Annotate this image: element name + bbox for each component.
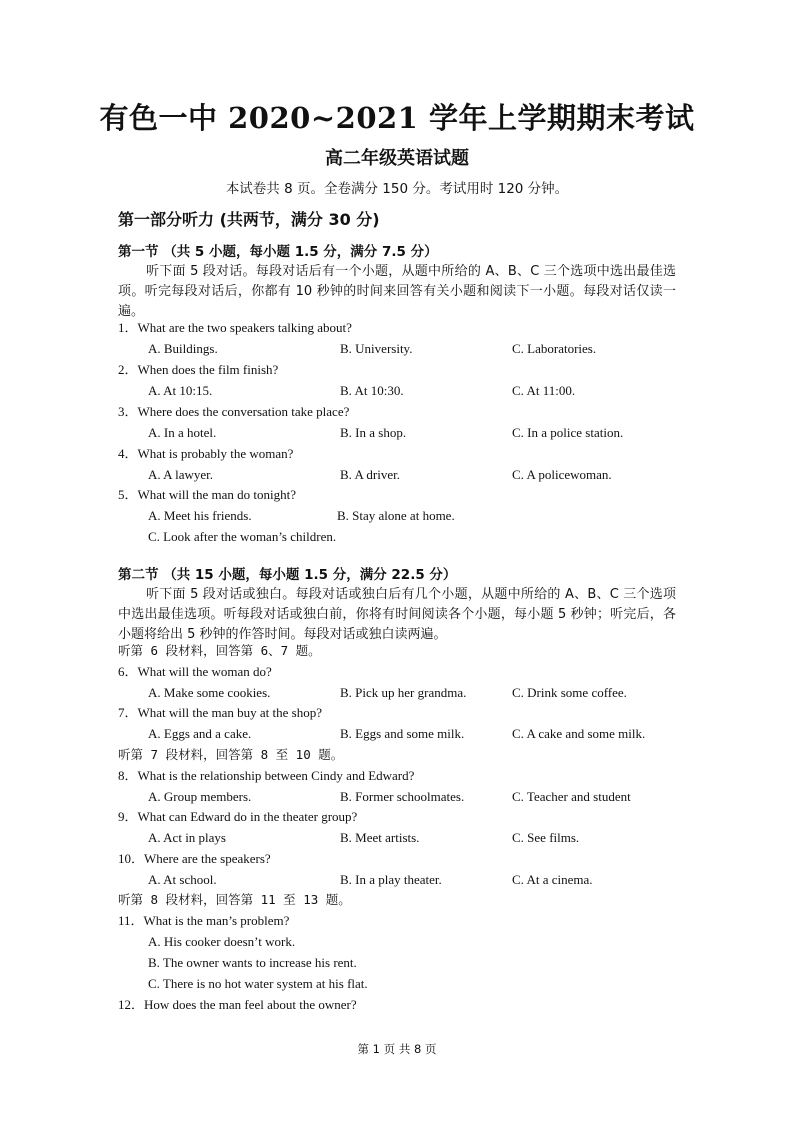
question-1: 1．What are the two speakers talking about? <box>118 320 352 335</box>
option-9b: B. Meet artists. <box>340 830 420 845</box>
exam-title: 有色一中 2020~2021 学年上学期期末考试 <box>99 101 695 135</box>
section1-heading: 第一节 （共 5 小题，每小题 1.5 分，满分 7.5 分） <box>118 244 438 260</box>
question-7: 7．What will the man buy at the shop? <box>118 705 322 720</box>
question-12: 12．How does the man feel about the owner? <box>118 997 357 1012</box>
option-1a: A. Buildings. <box>148 341 218 356</box>
option-4b: B. A driver. <box>340 467 400 482</box>
section2-instructions: 听下面 5 段对话或独白。每段对话或独白后有几个小题，从题中所给的 A、B、C 三个选项中选出最佳选项。听每段对话或独白前，你将有时间阅读各个小题，每小题 5 秒钟；听完后，各小题将给出 5 秒钟的作答时间。每段对话或独白读两遍。 <box>118 587 676 642</box>
question-5: 5．What will the man do tonight? <box>118 487 296 502</box>
option-7c: C. A cake and some milk. <box>512 726 646 741</box>
option-2b: B. At 10:30. <box>340 383 404 398</box>
option-7b: B. Eggs and some milk. <box>340 726 465 741</box>
option-11a: A. His cooker doesn’t work. <box>148 934 296 949</box>
exam-info: 本试卷共 8 页。全卷满分 150 分。考试用时 120 分钟。 <box>225 181 569 197</box>
section1-instructions: 听下面 5 段对话。每段对话后有一个小题，从题中所给的 A、B、C 三个选项中选出最佳选项。听完每段对话后，你都有 10 秒钟的时间来回答有关小题和阅读下一小题。每段对话仅读一遍。 <box>118 264 676 319</box>
option-9c: C. See films. <box>512 830 580 845</box>
option-6a: A. Make some cookies. <box>148 685 271 700</box>
section2-heading: 第二节 （共 15 小题，每小题 1.5 分，满分 22.5 分） <box>118 567 457 583</box>
option-5c: C. Look after the woman’s children. <box>148 529 337 544</box>
option-11b: B. The owner wants to increase his rent. <box>148 955 357 970</box>
option-4a: A. A lawyer. <box>148 467 213 482</box>
question-8: 8．What is the relationship between Cindy and Edward? <box>118 768 415 783</box>
listening-note-6: 听第 6 段材料，回答第 6、7 题。 <box>118 643 321 658</box>
option-4c: C. A policewoman. <box>512 467 612 482</box>
option-3a: A. In a hotel. <box>148 425 217 440</box>
option-2c: C. At 11:00. <box>512 383 576 398</box>
part1-heading: 第一部分听力 (共两节，满分 30 分) <box>118 210 380 229</box>
option-7a: A. Eggs and a cake. <box>148 726 252 741</box>
option-9a: A. Act in plays <box>148 830 226 845</box>
question-10: 10．Where are the speakers? <box>118 851 271 866</box>
page-footer: 第 1 页 共 8 页 <box>357 1042 437 1056</box>
option-5b: B. Stay alone at home. <box>337 508 455 523</box>
listening-note-7: 听第 7 段材料，回答第 8 至 10 题。 <box>118 747 344 762</box>
option-10b: B. In a play theater. <box>340 872 442 887</box>
option-6b: B. Pick up her grandma. <box>340 685 467 700</box>
question-11: 11．What is the man’s problem? <box>118 913 290 928</box>
option-2a: A. At 10:15. <box>148 383 213 398</box>
option-3c: C. In a police station. <box>512 425 624 440</box>
option-6c: C. Drink some coffee. <box>512 685 627 700</box>
listening-note-8: 听第 8 段材料，回答第 11 至 13 题。 <box>118 892 351 907</box>
option-3b: B. In a shop. <box>340 425 407 440</box>
option-8c: C. Teacher and student <box>512 789 631 804</box>
question-3: 3．Where does the conversation take place? <box>118 404 350 419</box>
question-9: 9．What can Edward do in the theater group? <box>118 809 358 824</box>
option-10c: C. At a cinema. <box>512 872 593 887</box>
question-4: 4．What is probably the woman? <box>118 446 294 461</box>
option-8b: B. Former schoolmates. <box>340 789 465 804</box>
option-10a: A. At school. <box>148 872 217 887</box>
question-6: 6．What will the woman do? <box>118 664 272 679</box>
option-11c: C. There is no hot water system at his flat. <box>148 976 368 991</box>
exam-subtitle: 高二年级英语试题 <box>325 148 469 169</box>
option-1c: C. Laboratories. <box>512 341 597 356</box>
question-2: 2．When does the film finish? <box>118 362 279 377</box>
option-8a: A. Group members. <box>148 789 252 804</box>
option-5a: A. Meet his friends. <box>148 508 252 523</box>
option-1b: B. University. <box>340 341 413 356</box>
